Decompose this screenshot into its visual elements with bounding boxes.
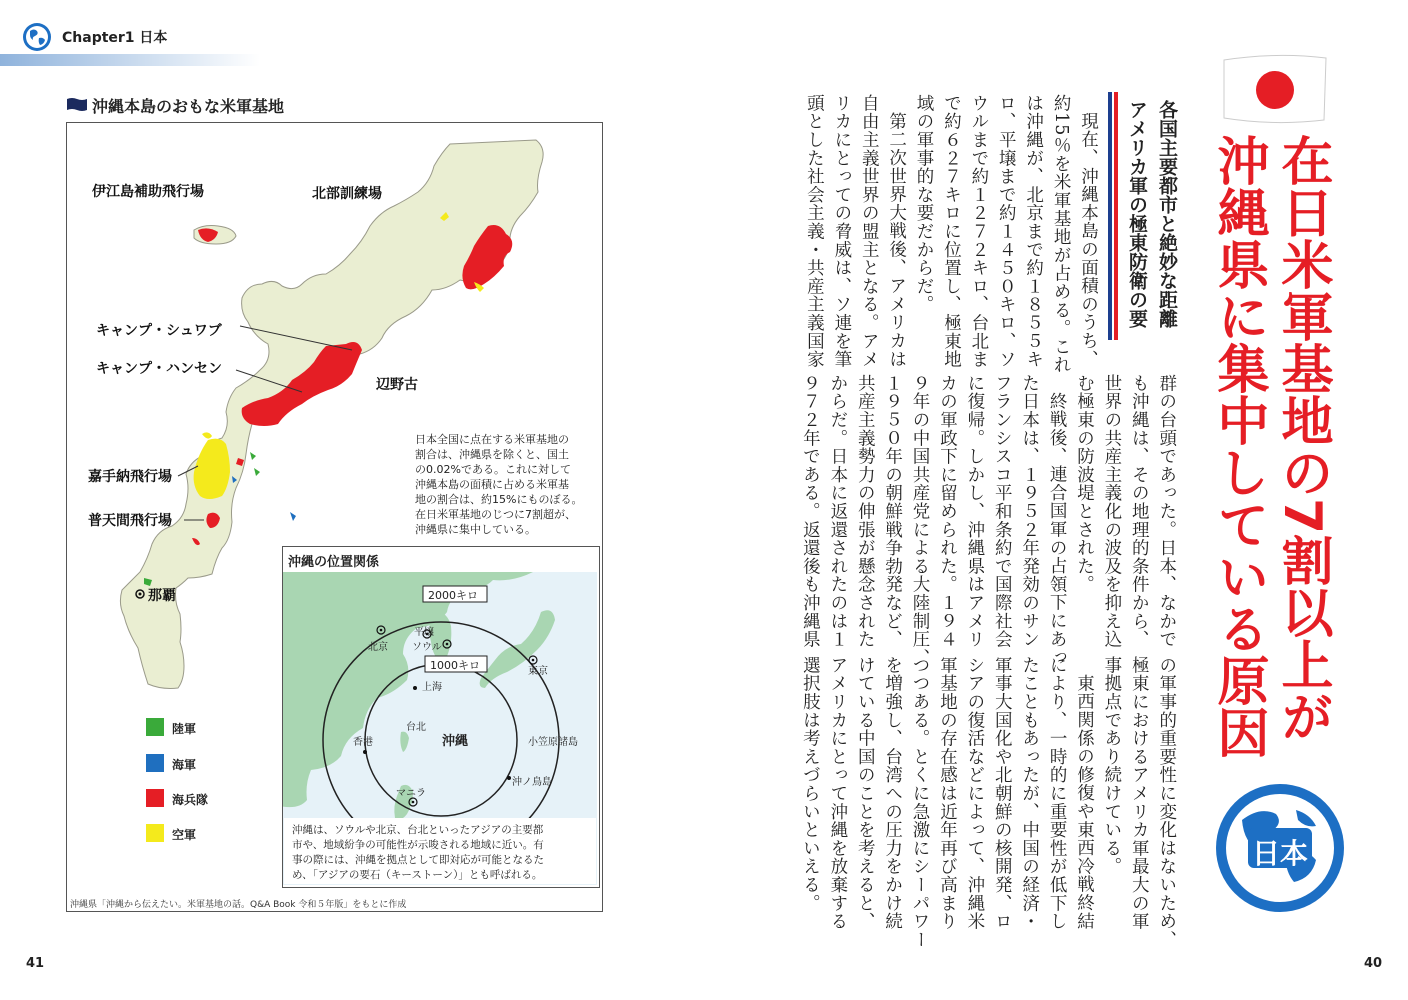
city-manila: マニラ: [396, 788, 426, 799]
left-page-number: 41: [26, 956, 45, 971]
flag-icon: [66, 97, 88, 113]
inset-title: 沖縄の位置関係: [288, 555, 380, 570]
japan-flag-icon: [1220, 52, 1330, 128]
subheading-col2: アメリカ軍の極東防衛の要: [1126, 100, 1148, 328]
globe-icon: [22, 22, 52, 52]
right-page-number: 40: [1364, 956, 1383, 971]
label-hokubu: 北部訓練場: [312, 186, 382, 202]
legend-label-airforce: 空軍: [172, 828, 197, 842]
city-ogasawara: 小笠原諸島: [528, 737, 578, 748]
city-pyongyang: 平壌: [414, 627, 434, 638]
city-seoul: ソウル: [412, 642, 442, 653]
headline-col2: 沖縄県に集中している原因: [1208, 134, 1268, 758]
city-taipei: 台北: [406, 722, 426, 733]
subheading-rule-blue: [1108, 92, 1112, 340]
city-okinawa: 沖縄: [442, 734, 469, 749]
article-lower-block-a: 群の台頭であった。日本、なかで も沖縄は、その地理的条件から、 世界の共産主義化の波及を抑え込 む極東の防波堤とされた。 終戦後、連合国軍の占領下にあっ た日本は、１９５２年発効のサン フランシスコ平和条約で国際社会 に復帰。しかし、沖縄県はアメリ カの軍政下に留められた。１９４ ９年の中国共産党による大陸制圧、 １９５０年の朝鮮戦争勃発など、 共産主義勢力の伸張が懸念された からだ。日本に返還されたのは１ ９７２年である。返還後も沖縄県: [800, 374, 1177, 667]
kadena-base: [194, 439, 230, 499]
label-ie: 伊江島補助飛行場: [92, 184, 204, 200]
legend-label-army: 陸軍: [172, 722, 197, 736]
figure-title: 沖縄本島のおもな米軍基地: [92, 97, 285, 116]
label-hansen: キャンプ・ハンセン: [96, 361, 222, 377]
legend-swatch-marines: [146, 789, 164, 807]
headline-col1: 在日米軍基地の7割以上が: [1272, 134, 1332, 743]
article-lower-block-b: の軍事的重要性に変化はないため、 極東におけるアメリカ軍最大の軍 事拠点であり続けている。 東西関係の修復や東西冷戦終結 により、一時的に重要性が低下し たこともあったが、中国の経済・ 軍事大国化や北朝鮮の核開発、ロ シアの復活などによって、沖縄米 軍基地の存在感は近年再び高まり つつある。とくに急激にシーパワー を増強し、台湾への圧力をかけ続 けている中国のことを考えると、 アメリカにとって沖縄を放棄する 選択肢は考えづらいといえる。: [800, 656, 1177, 949]
label-naha: 那覇: [148, 588, 176, 604]
city-tokyo: 東京: [528, 666, 548, 677]
label-kadena: 嘉手納飛行場: [88, 469, 172, 485]
subheading-rule-red: [1114, 92, 1118, 340]
badge-label: 日本: [1252, 837, 1309, 870]
legend-swatch-army: [146, 718, 164, 736]
article-upper-block: 現在、沖縄本島の面積のうち、 約15％を米軍基地が占める。これ は沖縄が、北京まで約１８５５キ ロ、平壌まで約１４５０キロ、ソ ウルまで約１２７２キロ、台北ま で約６２７キロに位置し、極東地 域の軍事的な要だからだ。 第二次世界大戦後、アメリカは 自由主義世界の盟主となる。アメ リカにとっての脅威は、ソ連を筆 頭とした社会主義・共産主義国家: [804, 94, 1099, 375]
header-bar: [0, 54, 260, 66]
city-beijing: 北京: [368, 642, 388, 653]
map-note: 日本全国に点在する米軍基地の 割合は、沖縄県を除くと、国土 の0.02%である。これに対して 沖縄本島の面積に占める米軍基 地の割合は、約15%にものぼる。 在日米軍基地のじつに7割超が、 沖縄県に集中している。: [415, 433, 583, 536]
legend-swatch-airforce: [146, 824, 164, 842]
legend-swatch-navy: [146, 754, 164, 772]
chapter-title: Chapter1 日本: [62, 30, 168, 46]
city-hongkong: 香港: [353, 737, 373, 748]
label-schwab: キャンプ・シュワブ: [96, 323, 222, 339]
legend-label-marines: 海兵隊: [172, 793, 209, 807]
source-note: 沖縄県「沖縄から伝えたい。米軍基地の話。Q&A Book 令和５年版」をもとに作成: [70, 900, 407, 910]
legend-label-navy: 海軍: [172, 758, 197, 772]
radius-1000-label: 1000キロ: [430, 659, 480, 672]
label-futenma: 普天間飛行場: [88, 513, 172, 529]
city-shanghai: 上海: [422, 682, 442, 693]
subheading-col1: 各国主要都市と絶妙な距離: [1156, 100, 1178, 328]
label-henoko: 辺野古: [376, 377, 418, 393]
city-okinotori: 沖ノ鳥島: [512, 777, 552, 788]
radius-2000-label: 2000キロ: [428, 589, 478, 602]
inset-caption: 沖縄は、ソウルや北京、台北といったアジアの主要都 市や、地域紛争の可能性が示唆される地域に近い。有 事の際には、沖縄を拠点として即対応が可能となるた め、「アジアの要石（キーストーン）」とも呼ばれる。: [292, 824, 544, 881]
